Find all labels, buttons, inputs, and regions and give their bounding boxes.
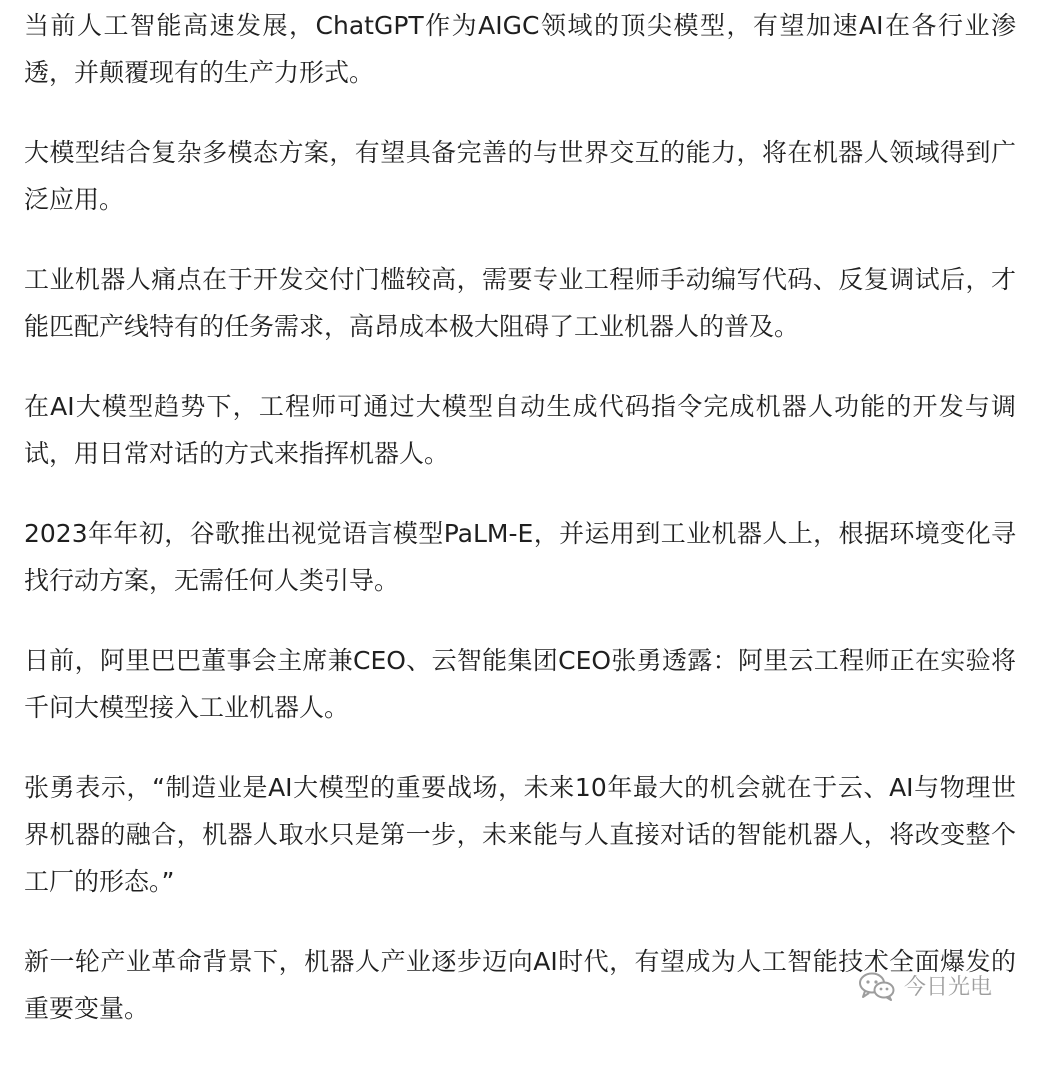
watermark-text: 今日光电: [904, 975, 993, 1000]
wechat-watermark: [858, 970, 992, 1001]
article-body: [24, 2, 1016, 1065]
paragraph-2: 大模型结合复杂多模态方案，有望具备完善的与世界交互的能力，将在机器人领域得到广泛应用。: [24, 138, 1016, 214]
paragraph-6: 日前，阿里巴巴董事会主席兼CEO、云智能集团CEO张勇透露：阿里云工程师正在实验将千问大模型接入工业机器人。: [24, 646, 1016, 722]
paragraph-3: 工业机器人痛点在于开发交付门槛较高，需要专业工程师手动编写代码、反复调试后，才能匹配产线特有的任务需求，高昂成本极大阻碍了工业机器人的普及。: [24, 265, 1016, 341]
wechat-icon: [858, 971, 896, 1001]
paragraph-1: 当前人工智能高速发展，ChatGPT作为AIGC领域的顶尖模型，有望加速AI在各行业渗透，并颠覆现有的生产力形式。: [24, 11, 1016, 87]
paragraph-5: 2023年年初，谷歌推出视觉语言模型PaLM-E，并运用到工业机器人上，根据环境变化寻找行动方案，无需任何人类引导。: [24, 519, 1016, 595]
paragraph-4: 在AI大模型趋势下，工程师可通过大模型自动生成代码指令完成机器人功能的开发与调试，用日常对话的方式来指挥机器人。: [24, 392, 1016, 468]
paragraph-8: 新一轮产业革命背景下，机器人产业逐步迈向AI时代，有望成为人工智能技术全面爆发的重要变量。: [24, 947, 1016, 1023]
paragraph-7: 张勇表示，“制造业是AI大模型的重要战场，未来10年最大的机会就在于云、AI与物理世界机器的融合，机器人取水只是第一步，未来能与人直接对话的智能机器人，将改变整个工厂的形态。”: [24, 773, 1016, 896]
